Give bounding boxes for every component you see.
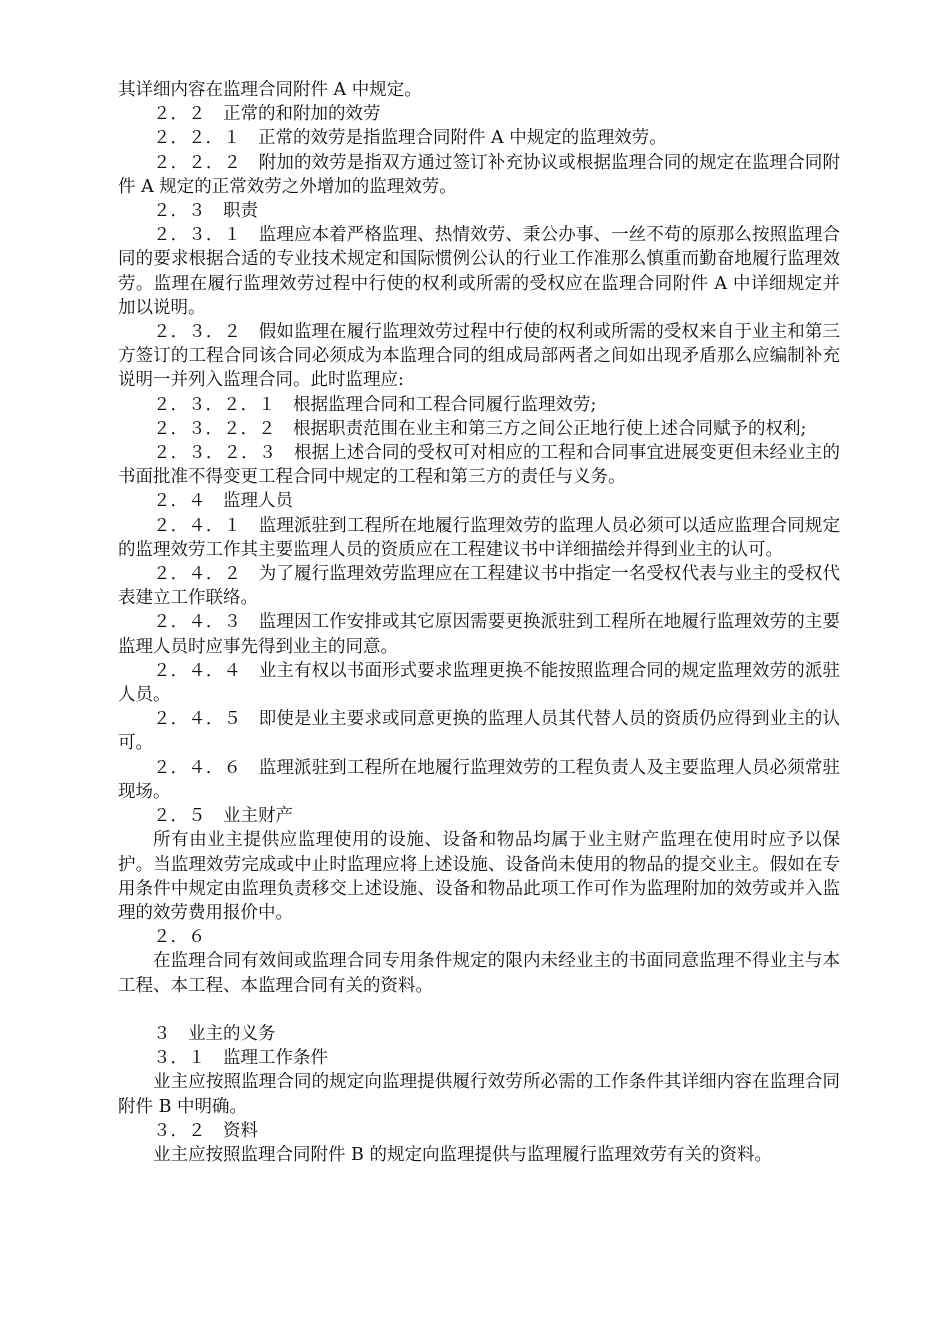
section-heading: ２．６ (153, 927, 206, 948)
paragraph: ２．２．１ 正常的效劳是指监理合同附件 A 中规定的监理效劳。 (153, 128, 667, 149)
paragraph: ２．４．２ 为了履行监理效劳监理应在工程建议书中指定一名受权代表与业主的受权代表建立工作联络。 (118, 564, 840, 609)
paragraph: 业主应按照监理合同附件 B 的规定向监理提供与监理履行监理效劳有关的资料。 (153, 1144, 772, 1165)
paragraph: ２．３．２．１ 根据监理合同和工程合同履行监理效劳; (153, 394, 597, 415)
paragraph: ２．３．２ 假如监理在履行监理效劳过程中行使的权利或所需的受权来自于业主和第三方签订的工程合同该合同必须成为本监理合同的组成局部两者之间如出现矛盾那么应编制补充说明一并列入监理合同。此时监理应: (118, 322, 840, 391)
paragraph: ２．３．２．２ 根据职责范围在业主和第三方之间公正地行使上述合同赋予的权利; (153, 418, 807, 439)
paragraph: 业主应按照监理合同的规定向监理提供履行效劳所必需的工作条件其详细内容在监理合同附件 B 中明确。 (118, 1072, 840, 1117)
paragraph: ２．４．６ 监理派驻到工程所在地履行监理效劳的工程负责人及主要监理人员必须常驻现场。 (118, 757, 840, 802)
section-heading: ２．３ 职责 (153, 201, 258, 222)
paragraph: 在监理合同有效间或监理合同专用条件规定的限内未经业主的书面同意监理不得业主与本工程、本工程、本监理合同有关的资料。 (118, 951, 840, 996)
chapter-heading: ３ 业主的义务 (153, 1023, 276, 1044)
paragraph: ２．４．３ 监理因工作安排或其它原因需要更换派驻到工程所在地履行监理效劳的主要监理人员时应事先得到业主的同意。 (118, 612, 840, 657)
paragraph: ２．４．４ 业主有权以书面形式要求监理更换不能按照监理合同的规定监理效劳的派驻人员。 (118, 660, 840, 706)
paragraph: ２．３．１ 监理应本着严格监理、热情效劳、秉公办事、一丝不苟的原那么按照监理合同的要求根据合适的专业技术规定和国际惯例公认的行业工作准那么慎重而勤奋地履行监理效劳。监理在履行监理效劳过程中行使的权利或所需的受权应在监理合同附件 A 中详细规定并加以说明。 (118, 225, 840, 318)
paragraph: ２．４．５ 即使是业主要求或同意更换的监理人员其代替人员的资质仍应得到业主的认可。 (118, 709, 840, 754)
paragraph: 其详细内容在监理合同附件 A 中规定。 (118, 80, 422, 100)
paragraph: 所有由业主提供应监理使用的设施、设备和物品均属于业主财产监理在使用时应予以保护。当监理效劳完成或中止时监理应将上述设施、设备尚未使用的物品的提交业主。假如在专用条件中规定由监理负责移交上述设施、设备和物品此项工作可作为监理附加的效劳或并入监理的效劳费用报价中。 (118, 830, 840, 923)
section-heading: ２．４ 监理人员 (153, 491, 293, 512)
section-heading: ３．２ 资料 (153, 1120, 258, 1141)
section-heading: ２．５ 业主财产 (153, 806, 293, 827)
blank-line (118, 998, 840, 1022)
paragraph: ２．４．１ 监理派驻到工程所在地履行监理效劳的监理人员必须可以适应监理合同规定的监理效劳工作其主要监理人员的资质应在工程建议书中详细描绘并得到业主的认可。 (118, 515, 840, 560)
paragraph: ２．３．２．３ 根据上述合同的受权可对相应的工程和合同事宜进展变更但未经业主的书面批准不得变更工程合同中规定的工程和第三方的责任与义务。 (118, 443, 840, 488)
paragraph: ２．２．２ 附加的效劳是指双方通过签订补充协议或根据监理合同的规定在监理合同附件 A 规定的正常效劳之外增加的监理效劳。 (118, 152, 840, 197)
document-body (118, 78, 840, 1167)
section-heading: ３．１ 监理工作条件 (153, 1048, 328, 1069)
section-heading: ２．２ 正常的和附加的效劳 (153, 104, 381, 125)
